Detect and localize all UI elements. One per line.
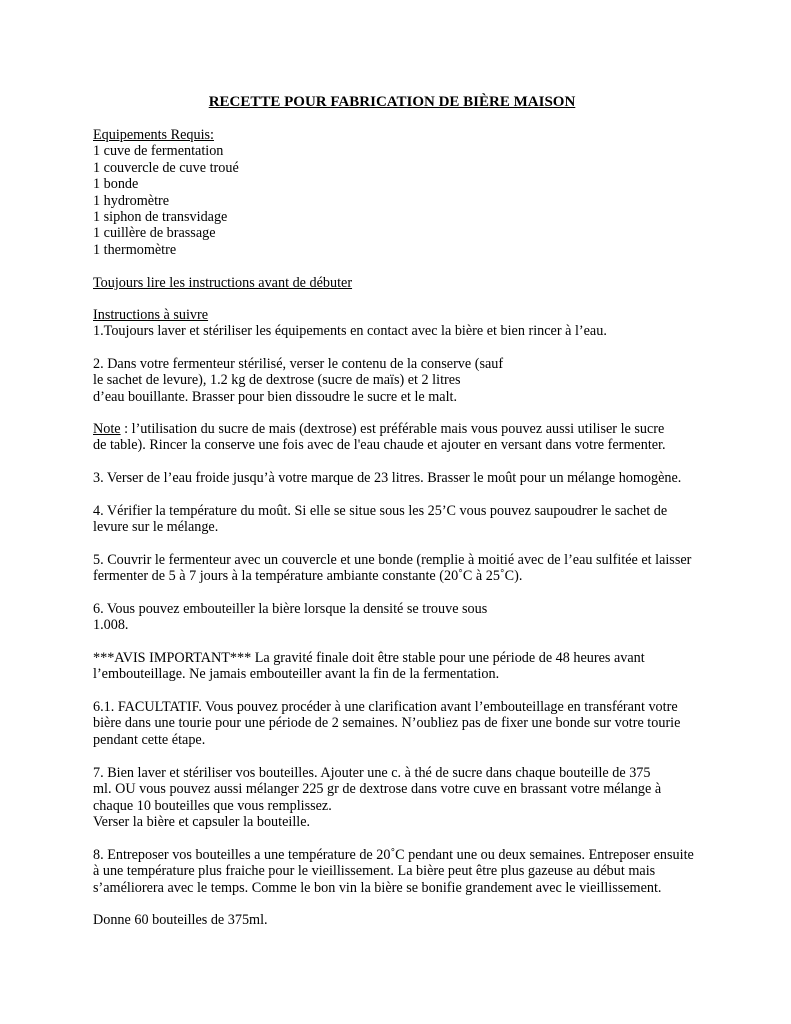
step-8-line: à une température plus fraiche pour le vieillissement. La bière peut être plus gazeuse au début mais xyxy=(93,863,656,880)
equipment-item: 1 couvercle de cuve troué xyxy=(93,159,239,176)
important-warning xyxy=(93,650,713,683)
step-2-line: 2. Dans votre fermenteur stérilisé, verser le contenu de la conserve (sauf xyxy=(93,356,504,372)
step-7-line: ml. OU vous pouvez aussi mélanger 225 gr de dextrose dans votre cuve en brassant votre mélange à xyxy=(93,781,662,798)
step-2-line: le sachet de levure), 1.2 kg de dextrose (sucre de maïs) et 2 litres xyxy=(93,372,461,389)
step-5-line: fermenter de 5 à 7 jours à la température ambiante constante (20˚C à 25˚C). xyxy=(93,568,523,585)
note-paragraph xyxy=(93,421,713,454)
instructions-heading: Instructions à suivre xyxy=(93,307,209,323)
step-2 xyxy=(93,356,713,405)
step-6-1 xyxy=(93,699,713,748)
equipment-item: 1 cuve de fermentation xyxy=(93,143,224,160)
step-5-line: 5. Couvrir le fermenteur avec un couvercle et une bonde (remplie à moitié avec de l’eau sulfitée et laisser xyxy=(93,552,692,568)
equipment-item: 1 cuillère de brassage xyxy=(93,225,216,242)
step-7 xyxy=(93,765,713,831)
step-6-line: 1.008. xyxy=(93,617,129,634)
step-7-line: 7. Bien laver et stériliser vos bouteilles. Ajouter une c. à thé de sucre dans chaque bouteille de 375 xyxy=(93,765,651,781)
step-7-line: chaque 10 bouteilles que vous remplissez. xyxy=(93,797,332,814)
step-6-1-line: 6.1. FACULTATIF. Vous pouvez procéder à une clarification avant l’embouteillage en transférant votre xyxy=(93,699,678,715)
step-7-line: Verser la bière et capsuler la bouteille. xyxy=(93,814,311,831)
step-6-1-line: bière dans une tourie pour une période de 2 semaines. N’oubliez pas de fixer une bonde sur votre tourie xyxy=(93,715,681,732)
read-instructions-notice: Toujours lire les instructions avant de débuter xyxy=(93,275,353,291)
step-8-line: s’améliorera avec le temps. Comme le bon vin la bière se bonifie grandement avec le vieillissement. xyxy=(93,879,662,896)
step-3-line: 3. Verser de l’eau froide jusqu’à votre marque de 23 litres. Brasser le moût pour un mélange homogène. xyxy=(93,470,682,486)
step-4 xyxy=(93,503,713,536)
step-5 xyxy=(93,552,713,585)
step-8-line: 8. Entreposer vos bouteilles a une température de 20˚C pendant une ou deux semaines. Entreposer ensuite xyxy=(93,847,694,863)
note-text: : l’utilisation du sucre de mais (dextrose) est préférable mais vous pouvez aussi utiliser le sucre xyxy=(120,421,665,437)
equipment-section xyxy=(93,127,713,258)
warning-line: l’embouteillage. Ne jamais embouteiller avant la fin de la fermentation. xyxy=(93,666,500,683)
note-line: de table). Rincer la conserve une fois avec de l'eau chaude et ajouter en versant dans votre fermenter. xyxy=(93,437,666,454)
step-1: 1.Toujours laver et stériliser les équipements en contact avec la bière et bien rincer à l’eau. xyxy=(93,323,607,340)
warning-line: ***AVIS IMPORTANT*** La gravité finale doit être stable pour une période de 48 heures avant xyxy=(93,650,645,666)
equipment-item: 1 bonde xyxy=(93,176,139,193)
step-3 xyxy=(93,470,713,486)
step-6-line: 6. Vous pouvez embouteiller la bière lorsque la densité se trouve sous xyxy=(93,601,488,617)
yield-line: Donne 60 bouteilles de 375ml. xyxy=(93,912,268,928)
instructions-section xyxy=(93,307,713,340)
equipment-item: 1 hydromètre xyxy=(93,192,170,209)
step-6-1-line: pendant cette étape. xyxy=(93,731,206,748)
document-title: RECETTE POUR FABRICATION DE BIÈRE MAISON xyxy=(208,94,576,110)
step-6 xyxy=(93,601,713,634)
note-line xyxy=(93,421,713,437)
notice-section xyxy=(93,275,713,291)
step-4-line: 4. Vérifier la température du moût. Si elle se situe sous les 25’C vous pouvez saupoudrer le sachet de xyxy=(93,503,668,519)
equipment-item: 1 siphon de transvidage xyxy=(93,209,228,226)
step-8 xyxy=(93,847,713,896)
step-2-line: d’eau bouillante. Brasser pour bien dissoudre le sucre et le malt. xyxy=(93,388,458,405)
equipment-heading: Equipements Requis: xyxy=(93,127,214,143)
step-4-line: levure sur le mélange. xyxy=(93,519,219,536)
equipment-item: 1 thermomètre xyxy=(93,241,177,258)
yield-statement xyxy=(93,912,713,928)
note-label: Note xyxy=(93,421,121,437)
